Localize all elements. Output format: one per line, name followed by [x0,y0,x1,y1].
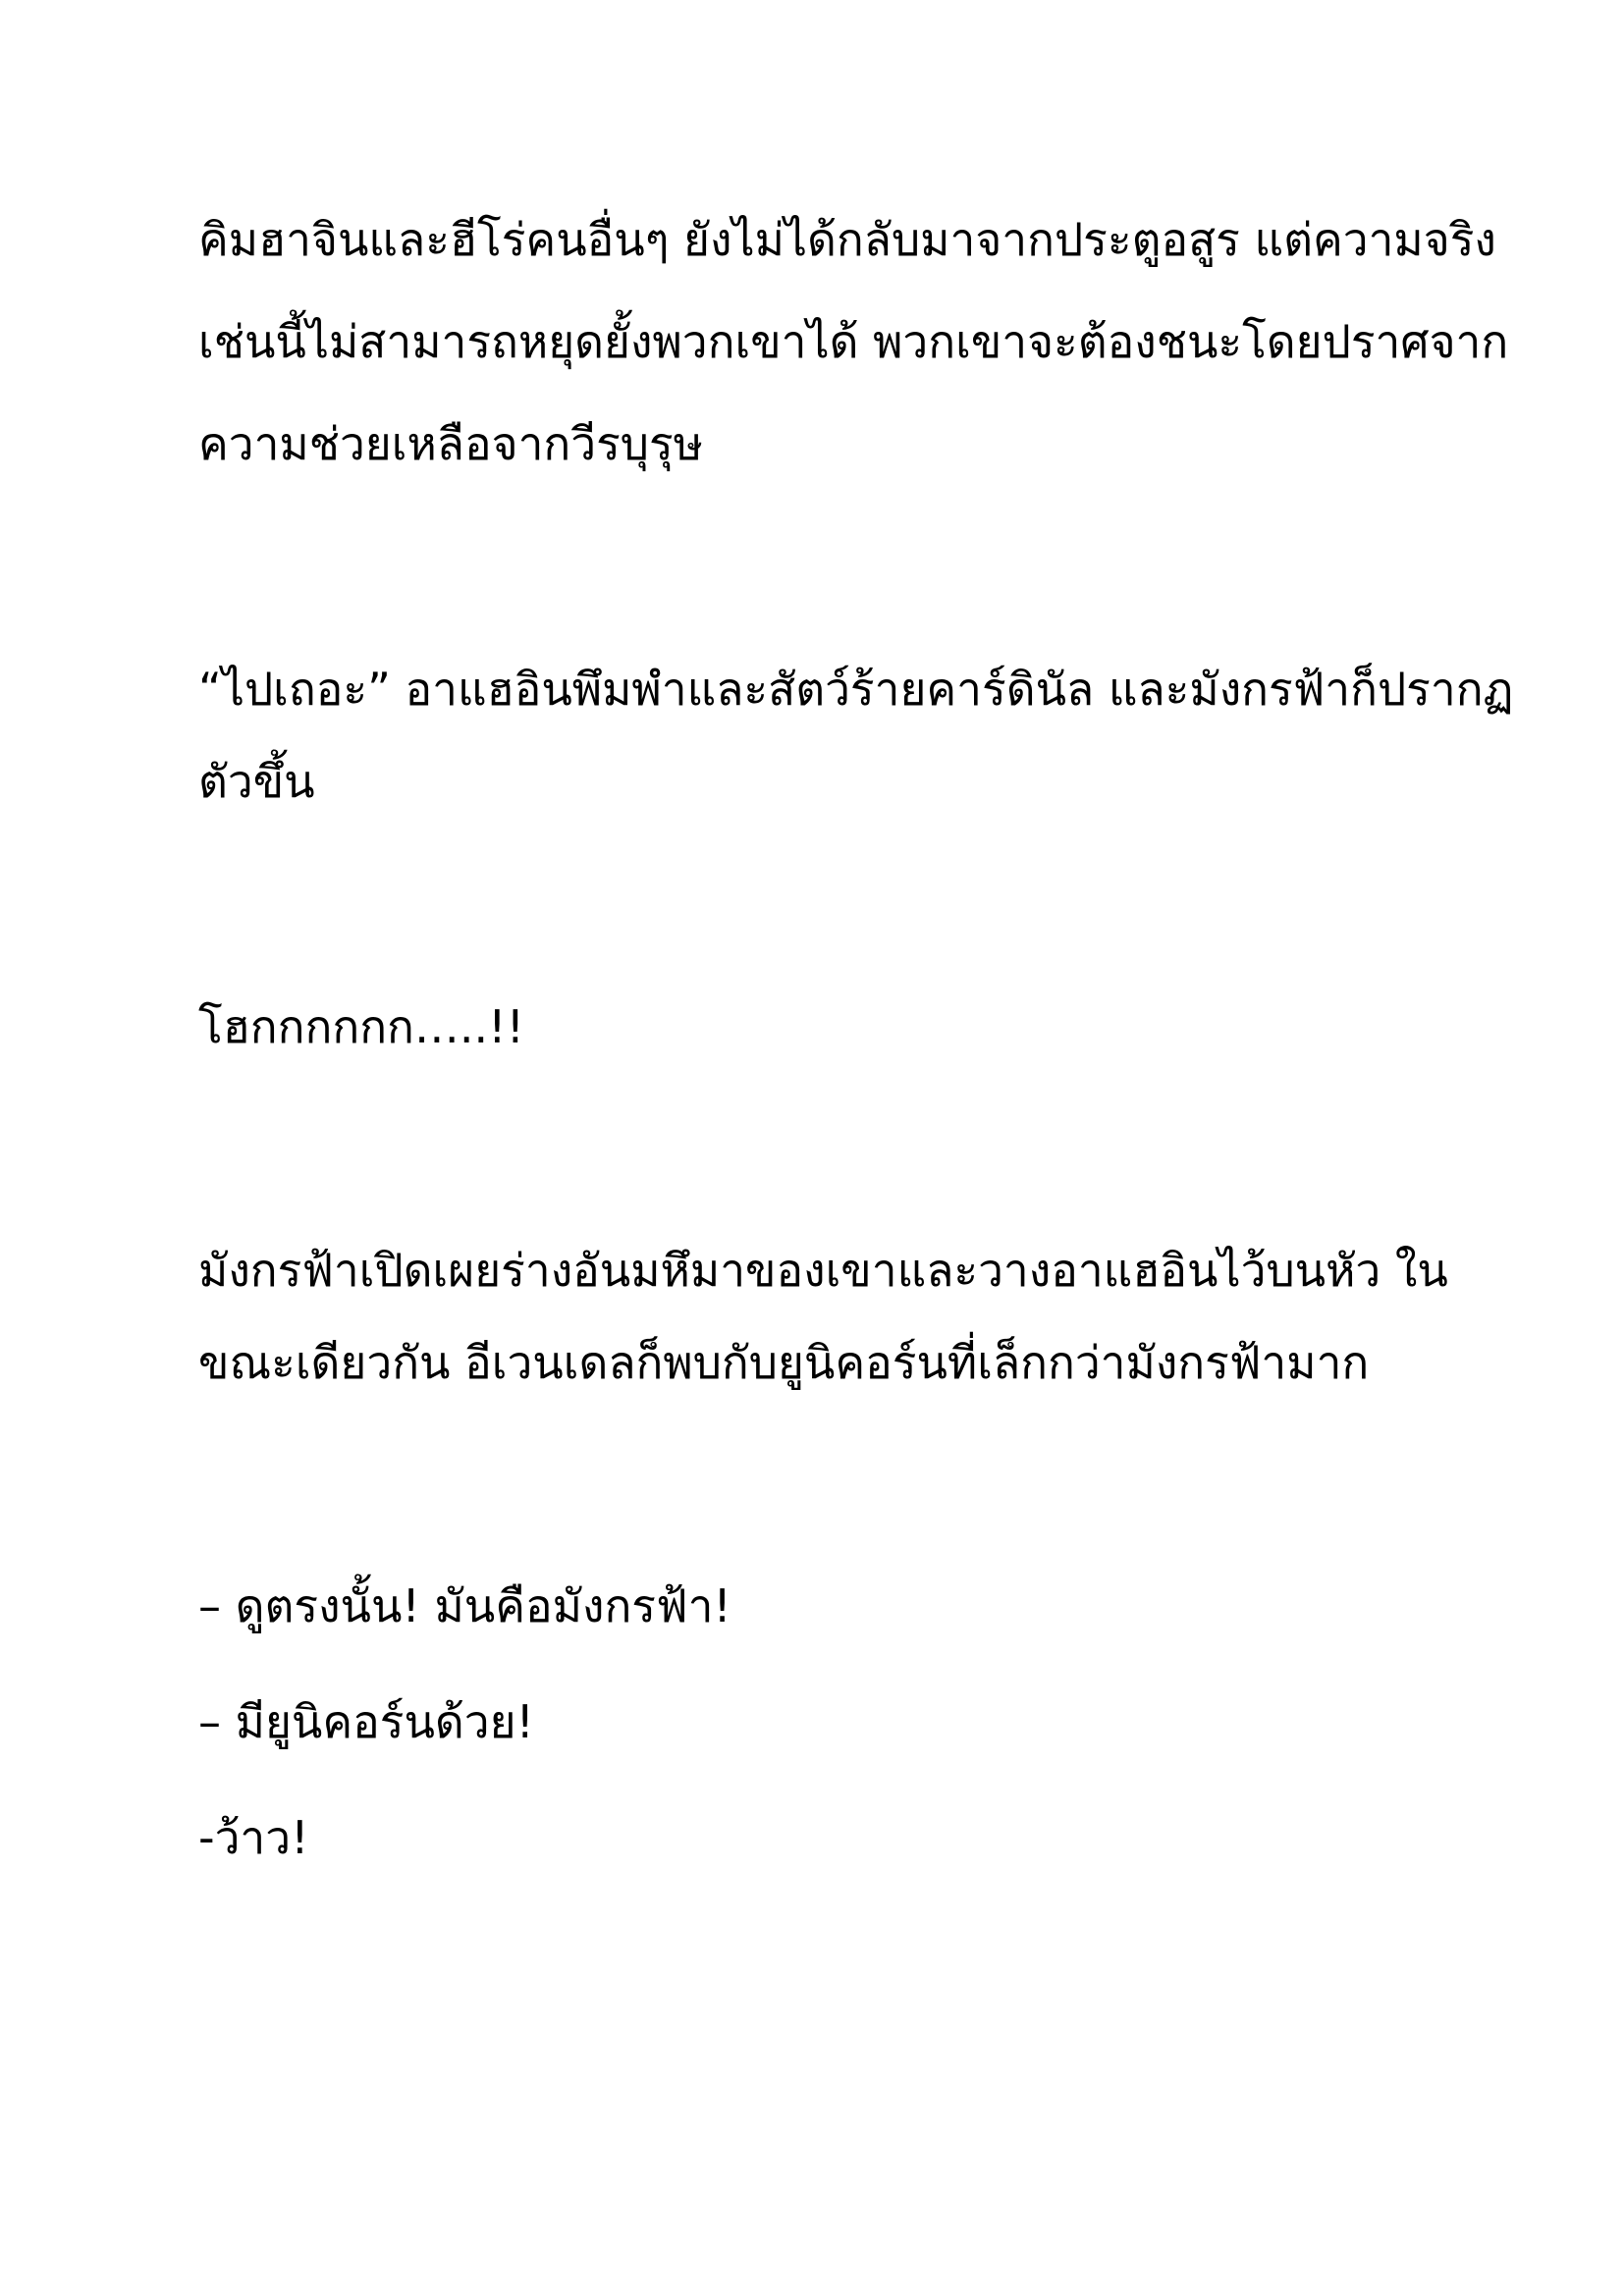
text-line: ความช่วยเหลือจากวีรบุรุษ [198,417,704,470]
dialogue-line: -ว้าว! [198,1811,309,1864]
text-line: “ไปเถอะ” อาแฮอินพึมพำและสัตว์ร้ายคาร์ดินัล และมังกรฟ้าก็ปรากฏ [198,663,1514,716]
text-line: เช่นนี้ไม่สามารถหยุดยั้งพวกเขาได้ พวกเขาจะต้องชนะโดยปราศจาก [198,315,1509,368]
text-line: ตัวขึ้น [198,755,315,808]
text-line: ขณะเดียวกัน อีเวนเดลก็พบกับยูนิคอร์นที่เล็กกว่ามังกรฟ้ามาก [198,1336,1370,1389]
dialogue-line: – ดูตรงนั้น! มันคือมังกรฟ้า! [198,1579,731,1632]
text-line: คิมฮาจินและฮีโร่คนอื่นๆ ยังไม่ได้กลับมาจากประตูอสูร แต่ความจริง [198,213,1496,266]
text-line: มังกรฟ้าเปิดเผยร่างอันมหึมาของเขาและวางอาแฮอินไว้บนหัว ใน [198,1244,1448,1297]
text-line: โฮกกกกกก…..!! [198,1000,525,1053]
dialogue-line: – มียูนิคอร์นด้วย! [198,1695,534,1748]
